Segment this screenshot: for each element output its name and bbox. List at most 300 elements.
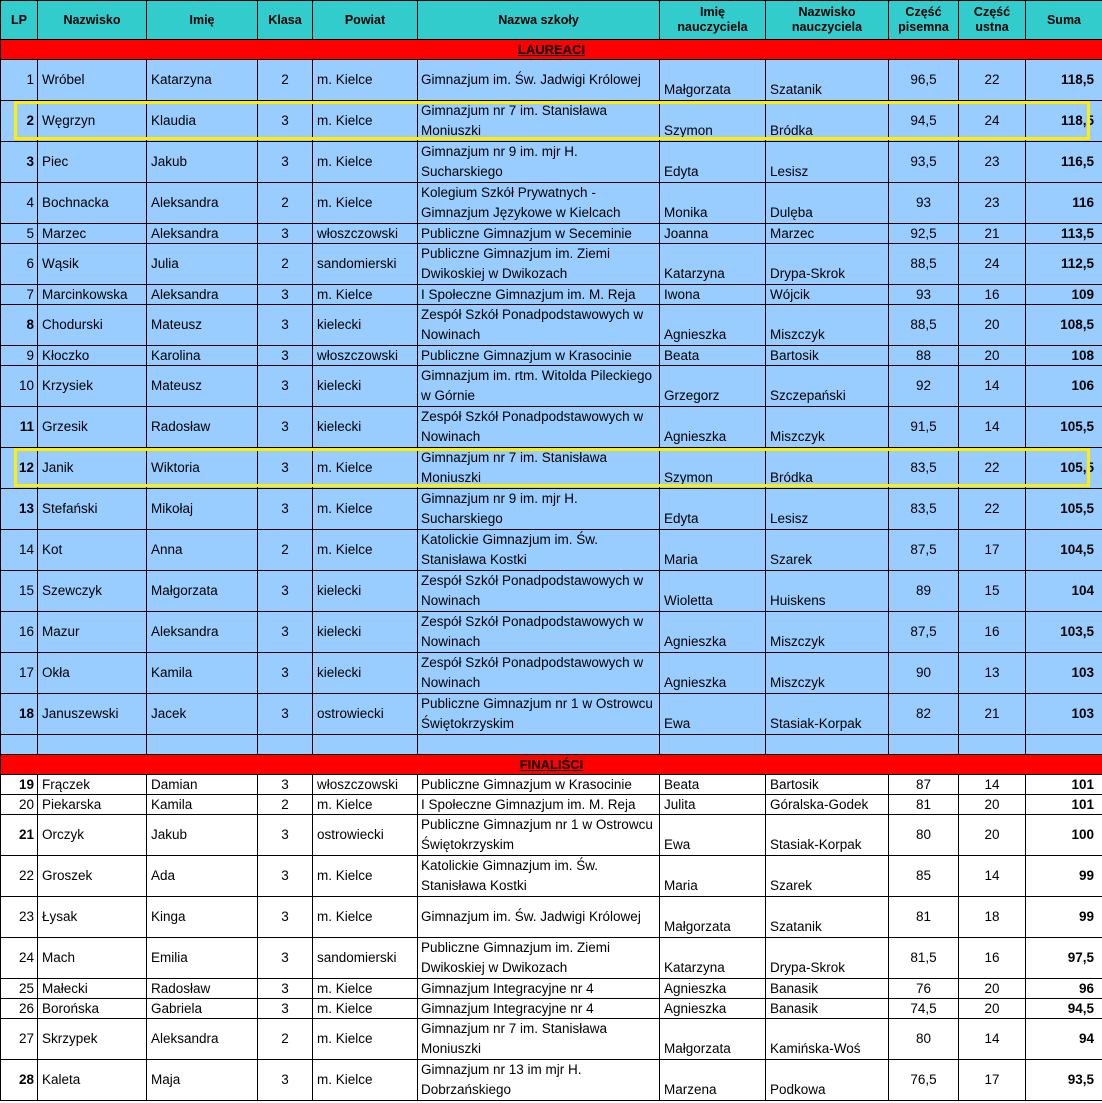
cell-imie-nauczyciela[interactable]: Szymon	[660, 448, 766, 489]
cell-czesc-pisemna[interactable]: 92,5	[889, 224, 959, 244]
cell-imie-nauczyciela[interactable]: Katarzyna	[660, 244, 766, 285]
cell-imie-nauczyciela[interactable]: Katarzyna	[660, 938, 766, 979]
table-row[interactable]	[1, 183, 1102, 224]
cell-szkola[interactable]: Gimnazjum im. Św. Jadwigi Królowej	[418, 897, 660, 938]
cell-czesc-pisemna[interactable]: 74,5	[889, 999, 959, 1019]
cell-czesc-ustna[interactable]: 14	[959, 1019, 1026, 1060]
cell-powiat[interactable]: m. Kielce	[313, 897, 418, 938]
cell-czesc-ustna[interactable]: 22	[959, 448, 1026, 489]
table-row[interactable]	[1, 224, 1102, 244]
cell-klasa[interactable]: 3	[258, 694, 313, 735]
cell-powiat[interactable]: m. Kielce	[313, 999, 418, 1019]
table-row[interactable]	[1, 530, 1102, 571]
cell-czesc-ustna[interactable]: 14	[959, 775, 1026, 795]
cell-imie-nauczyciela[interactable]: Marzena	[660, 1060, 766, 1101]
cell-powiat[interactable]: m. Kielce	[313, 60, 418, 101]
cell-suma[interactable]: 99	[1026, 897, 1102, 938]
cell-imie[interactable]: Anna	[147, 530, 258, 571]
cell-szkola[interactable]: Katolickie Gimnazjum im. Św. Stanisława Kostki	[418, 856, 660, 897]
cell-czesc-pisemna[interactable]: 83,5	[889, 489, 959, 530]
cell-nazwisko[interactable]: Kłoczko	[38, 346, 147, 366]
cell-nazwisko[interactable]: Szewczyk	[38, 571, 147, 612]
cell-nazwisko[interactable]: Krzysiek	[38, 366, 147, 407]
cell-imie-nauczyciela[interactable]: Edyta	[660, 489, 766, 530]
cell-szkola[interactable]: Gimnazjum nr 9 im. mjr H. Sucharskiego	[418, 489, 660, 530]
cell-powiat[interactable]: włoszczowski	[313, 346, 418, 366]
cell-imie[interactable]: Jakub	[147, 815, 258, 856]
cell-imie[interactable]: Mikołaj	[147, 489, 258, 530]
cell-klasa[interactable]: 3	[258, 489, 313, 530]
cell-nazwisko-nauczyciela[interactable]: Dulęba	[766, 183, 889, 224]
cell-czesc-pisemna[interactable]: 87	[889, 775, 959, 795]
cell-szkola[interactable]: Gimnazjum Integracyjne nr 4	[418, 999, 660, 1019]
cell-nazwisko[interactable]: Stefański	[38, 489, 147, 530]
cell-czesc-pisemna[interactable]: 76,5	[889, 1060, 959, 1101]
table-row[interactable]	[1, 897, 1102, 938]
cell-suma[interactable]: 109	[1026, 285, 1102, 305]
table-row[interactable]	[1, 653, 1102, 694]
cell-imie[interactable]: Aleksandra	[147, 183, 258, 224]
cell-nazwisko[interactable]: Piec	[38, 142, 147, 183]
cell-suma[interactable]: 116	[1026, 183, 1102, 224]
table-row[interactable]	[1, 999, 1102, 1019]
cell-klasa[interactable]: 3	[258, 653, 313, 694]
cell-suma[interactable]: 97,5	[1026, 938, 1102, 979]
cell-suma[interactable]: 103,5	[1026, 612, 1102, 653]
cell-powiat[interactable]: m. Kielce	[313, 142, 418, 183]
cell-czesc-pisemna[interactable]: 93	[889, 183, 959, 224]
cell-lp[interactable]: 8	[1, 305, 38, 346]
cell-klasa[interactable]: 3	[258, 856, 313, 897]
cell-nazwisko-nauczyciela[interactable]: Miszczyk	[766, 612, 889, 653]
cell-czesc-pisemna[interactable]: 96,5	[889, 60, 959, 101]
cell-suma[interactable]: 106	[1026, 366, 1102, 407]
cell-imie-nauczyciela[interactable]: Beata	[660, 775, 766, 795]
cell-klasa[interactable]: 3	[258, 407, 313, 448]
cell-nazwisko[interactable]: Frączek	[38, 775, 147, 795]
cell-czesc-pisemna[interactable]: 80	[889, 1019, 959, 1060]
table-row[interactable]	[1, 775, 1102, 795]
cell-suma[interactable]: 103	[1026, 694, 1102, 735]
cell-czesc-ustna[interactable]: 24	[959, 101, 1026, 142]
cell-klasa[interactable]: 3	[258, 775, 313, 795]
cell-lp[interactable]: 7	[1, 285, 38, 305]
cell-nazwisko[interactable]: Małecki	[38, 979, 147, 999]
cell-czesc-pisemna[interactable]: 87,5	[889, 530, 959, 571]
cell-nazwisko-nauczyciela[interactable]: Drypa-Skrok	[766, 244, 889, 285]
cell-czesc-ustna[interactable]: 16	[959, 612, 1026, 653]
cell-suma[interactable]: 94	[1026, 1019, 1102, 1060]
cell-suma[interactable]: 103	[1026, 653, 1102, 694]
cell-klasa[interactable]: 2	[258, 1019, 313, 1060]
cell-nazwisko[interactable]: Wąsik	[38, 244, 147, 285]
cell-nazwisko-nauczyciela[interactable]: Stasiak-Korpak	[766, 815, 889, 856]
cell-powiat[interactable]: kielecki	[313, 366, 418, 407]
table-row[interactable]	[1, 795, 1102, 815]
cell-powiat[interactable]: włoszczowski	[313, 775, 418, 795]
cell-czesc-pisemna[interactable]: 82	[889, 694, 959, 735]
table-row[interactable]	[1, 815, 1102, 856]
cell-szkola[interactable]: Zespół Szkół Ponadpodstawowych w Nowinach	[418, 612, 660, 653]
cell-imie-nauczyciela[interactable]: Agnieszka	[660, 979, 766, 999]
cell-szkola[interactable]: Gimnazjum nr 13 im mjr H. Dobrzańskiego	[418, 1060, 660, 1101]
cell-imie[interactable]: Klaudia	[147, 101, 258, 142]
cell-powiat[interactable]: m. Kielce	[313, 448, 418, 489]
cell-klasa[interactable]: 3	[258, 938, 313, 979]
cell-szkola[interactable]: Publiczne Gimnazjum im. Ziemi Dwikoskiej w Dwikozach	[418, 938, 660, 979]
cell-czesc-pisemna[interactable]: 94,5	[889, 101, 959, 142]
cell-nazwisko[interactable]: Mazur	[38, 612, 147, 653]
col-header-czesc-pisemna[interactable]: Część pisemna	[889, 1, 959, 40]
cell-nazwisko[interactable]: Janik	[38, 448, 147, 489]
cell-klasa[interactable]: 3	[258, 612, 313, 653]
cell-powiat[interactable]: sandomierski	[313, 938, 418, 979]
table-row[interactable]	[1, 142, 1102, 183]
cell-imie[interactable]: Maja	[147, 1060, 258, 1101]
cell-nazwisko-nauczyciela[interactable]: Bródka	[766, 448, 889, 489]
cell-nazwisko-nauczyciela[interactable]: Bartosik	[766, 775, 889, 795]
cell-lp[interactable]: 5	[1, 224, 38, 244]
col-header-klasa[interactable]: Klasa	[258, 1, 313, 40]
col-header-nazwisko[interactable]: Nazwisko	[38, 1, 147, 40]
cell-lp[interactable]: 1	[1, 60, 38, 101]
cell-czesc-ustna[interactable]: 15	[959, 571, 1026, 612]
cell-nazwisko[interactable]: Orczyk	[38, 815, 147, 856]
table-row[interactable]	[1, 346, 1102, 366]
cell-szkola[interactable]: Publiczne Gimnazjum w Seceminie	[418, 224, 660, 244]
cell-czesc-ustna[interactable]: 16	[959, 938, 1026, 979]
cell-imie-nauczyciela[interactable]: Beata	[660, 346, 766, 366]
col-header-czesc-ustna[interactable]: Część ustna	[959, 1, 1026, 40]
cell-lp[interactable]: 18	[1, 694, 38, 735]
cell-lp[interactable]: 22	[1, 856, 38, 897]
cell-szkola[interactable]: Publiczne Gimnazjum im. Ziemi Dwikoskiej w Dwikozach	[418, 244, 660, 285]
cell-nazwisko[interactable]: Wróbel	[38, 60, 147, 101]
cell-czesc-pisemna[interactable]: 85	[889, 856, 959, 897]
col-header-imie[interactable]: Imię	[147, 1, 258, 40]
cell-nazwisko-nauczyciela[interactable]: Szatanik	[766, 897, 889, 938]
cell-czesc-ustna[interactable]: 17	[959, 530, 1026, 571]
cell-nazwisko-nauczyciela[interactable]: Szczepański	[766, 366, 889, 407]
cell-szkola[interactable]: Kolegium Szkół Prywatnych - Gimnazjum Językowe w Kielcach	[418, 183, 660, 224]
cell-czesc-ustna[interactable]: 22	[959, 60, 1026, 101]
cell-nazwisko[interactable]: Marzec	[38, 224, 147, 244]
table-row[interactable]	[1, 612, 1102, 653]
cell-lp[interactable]: 9	[1, 346, 38, 366]
cell-czesc-ustna[interactable]: 16	[959, 285, 1026, 305]
cell-klasa[interactable]: 3	[258, 897, 313, 938]
cell-imie-nauczyciela[interactable]: Agnieszka	[660, 305, 766, 346]
cell-czesc-pisemna[interactable]: 92	[889, 366, 959, 407]
cell-czesc-pisemna[interactable]: 87,5	[889, 612, 959, 653]
cell-nazwisko-nauczyciela[interactable]: Szatanik	[766, 60, 889, 101]
cell-klasa[interactable]: 3	[258, 285, 313, 305]
cell-imie[interactable]: Gabriela	[147, 999, 258, 1019]
cell-nazwisko[interactable]: Okła	[38, 653, 147, 694]
cell-lp[interactable]: 11	[1, 407, 38, 448]
cell-imie-nauczyciela[interactable]: Małgorzata	[660, 897, 766, 938]
cell-powiat[interactable]: kielecki	[313, 571, 418, 612]
cell-szkola[interactable]: Katolickie Gimnazjum im. Św. Stanisława Kostki	[418, 530, 660, 571]
cell-imie-nauczyciela[interactable]: Ewa	[660, 694, 766, 735]
cell-nazwisko[interactable]: Januszewski	[38, 694, 147, 735]
table-row[interactable]	[1, 101, 1102, 142]
cell-czesc-pisemna[interactable]: 90	[889, 653, 959, 694]
cell-lp[interactable]: 20	[1, 795, 38, 815]
cell-imie[interactable]: Aleksandra	[147, 612, 258, 653]
cell-szkola[interactable]: I Społeczne Gimnazjum im. M. Reja	[418, 795, 660, 815]
cell-szkola[interactable]: Gimnazjum im. Św. Jadwigi Królowej	[418, 60, 660, 101]
cell-szkola[interactable]: Gimnazjum nr 7 im. Stanisława Moniuszki	[418, 1019, 660, 1060]
cell-nazwisko[interactable]: Kaleta	[38, 1060, 147, 1101]
cell-klasa[interactable]: 3	[258, 999, 313, 1019]
cell-powiat[interactable]: m. Kielce	[313, 795, 418, 815]
cell-nazwisko-nauczyciela[interactable]: Lesisz	[766, 489, 889, 530]
table-row[interactable]	[1, 407, 1102, 448]
cell-imie[interactable]: Damian	[147, 775, 258, 795]
cell-imie[interactable]: Karolina	[147, 346, 258, 366]
cell-czesc-pisemna[interactable]: 91,5	[889, 407, 959, 448]
cell-czesc-pisemna[interactable]: 89	[889, 571, 959, 612]
cell-nazwisko-nauczyciela[interactable]: Lesisz	[766, 142, 889, 183]
cell-suma[interactable]: 105,5	[1026, 489, 1102, 530]
cell-czesc-ustna[interactable]: 23	[959, 142, 1026, 183]
table-row[interactable]	[1, 285, 1102, 305]
table-row[interactable]	[1, 1060, 1102, 1101]
cell-imie[interactable]: Jacek	[147, 694, 258, 735]
cell-suma[interactable]: 118,5	[1026, 101, 1102, 142]
cell-klasa[interactable]: 3	[258, 224, 313, 244]
cell-nazwisko-nauczyciela[interactable]: Banasik	[766, 979, 889, 999]
cell-czesc-ustna[interactable]: 13	[959, 653, 1026, 694]
cell-powiat[interactable]: włoszczowski	[313, 224, 418, 244]
cell-klasa[interactable]: 3	[258, 346, 313, 366]
cell-szkola[interactable]: I Społeczne Gimnazjum im. M. Reja	[418, 285, 660, 305]
cell-suma[interactable]: 116,5	[1026, 142, 1102, 183]
cell-suma[interactable]: 94,5	[1026, 999, 1102, 1019]
cell-klasa[interactable]: 2	[258, 183, 313, 224]
cell-powiat[interactable]: kielecki	[313, 612, 418, 653]
cell-lp[interactable]: 28	[1, 1060, 38, 1101]
cell-czesc-ustna[interactable]: 21	[959, 694, 1026, 735]
table-row[interactable]	[1, 60, 1102, 101]
cell-nazwisko-nauczyciela[interactable]: Bartosik	[766, 346, 889, 366]
cell-nazwisko[interactable]: Grzesik	[38, 407, 147, 448]
cell-lp[interactable]: 21	[1, 815, 38, 856]
cell-lp[interactable]: 13	[1, 489, 38, 530]
cell-imie[interactable]: Kinga	[147, 897, 258, 938]
cell-imie-nauczyciela[interactable]: Grzegorz	[660, 366, 766, 407]
cell-imie[interactable]: Kamila	[147, 653, 258, 694]
cell-lp[interactable]: 23	[1, 897, 38, 938]
cell-imie[interactable]: Radosław	[147, 407, 258, 448]
table-row[interactable]	[1, 489, 1102, 530]
cell-czesc-ustna[interactable]: 20	[959, 979, 1026, 999]
cell-powiat[interactable]: m. Kielce	[313, 101, 418, 142]
cell-suma[interactable]: 96	[1026, 979, 1102, 999]
cell-suma[interactable]: 104	[1026, 571, 1102, 612]
cell-imie-nauczyciela[interactable]: Maria	[660, 530, 766, 571]
cell-imie-nauczyciela[interactable]: Ewa	[660, 815, 766, 856]
cell-imie-nauczyciela[interactable]: Monika	[660, 183, 766, 224]
cell-czesc-pisemna[interactable]: 76	[889, 979, 959, 999]
table-row[interactable]	[1, 571, 1102, 612]
cell-czesc-ustna[interactable]: 20	[959, 795, 1026, 815]
cell-lp[interactable]: 27	[1, 1019, 38, 1060]
cell-suma[interactable]: 108,5	[1026, 305, 1102, 346]
cell-imie-nauczyciela[interactable]: Agnieszka	[660, 999, 766, 1019]
cell-klasa[interactable]: 2	[258, 60, 313, 101]
cell-nazwisko[interactable]: Chodurski	[38, 305, 147, 346]
table-row[interactable]	[1, 856, 1102, 897]
cell-imie-nauczyciela[interactable]: Joanna	[660, 224, 766, 244]
cell-imie-nauczyciela[interactable]: Wioletta	[660, 571, 766, 612]
cell-imie-nauczyciela[interactable]: Agnieszka	[660, 407, 766, 448]
cell-powiat[interactable]: ostrowiecki	[313, 815, 418, 856]
cell-powiat[interactable]: m. Kielce	[313, 285, 418, 305]
cell-szkola[interactable]: Gimnazjum im. rtm. Witolda Pileckiego w Górnie	[418, 366, 660, 407]
cell-nazwisko[interactable]: Groszek	[38, 856, 147, 897]
cell-suma[interactable]: 101	[1026, 775, 1102, 795]
cell-imie[interactable]: Radosław	[147, 979, 258, 999]
cell-imie-nauczyciela[interactable]: Małgorzata	[660, 1019, 766, 1060]
cell-suma[interactable]: 105,5	[1026, 448, 1102, 489]
cell-czesc-pisemna[interactable]: 88	[889, 346, 959, 366]
cell-czesc-pisemna[interactable]: 83,5	[889, 448, 959, 489]
cell-nazwisko-nauczyciela[interactable]: Góralska-Godek	[766, 795, 889, 815]
cell-nazwisko[interactable]: Węgrzyn	[38, 101, 147, 142]
cell-nazwisko-nauczyciela[interactable]: Szarek	[766, 856, 889, 897]
cell-suma[interactable]: 101	[1026, 795, 1102, 815]
cell-suma[interactable]: 100	[1026, 815, 1102, 856]
cell-imie[interactable]: Kamila	[147, 795, 258, 815]
cell-szkola[interactable]: Zespół Szkół Ponadpodstawowych w Nowinach	[418, 407, 660, 448]
cell-suma[interactable]: 113,5	[1026, 224, 1102, 244]
cell-klasa[interactable]: 3	[258, 448, 313, 489]
cell-imie[interactable]: Mateusz	[147, 366, 258, 407]
cell-imie-nauczyciela[interactable]: Agnieszka	[660, 653, 766, 694]
cell-imie[interactable]: Aleksandra	[147, 1019, 258, 1060]
cell-czesc-ustna[interactable]: 20	[959, 346, 1026, 366]
cell-czesc-ustna[interactable]: 14	[959, 856, 1026, 897]
table-row[interactable]	[1, 694, 1102, 735]
table-row[interactable]	[1, 366, 1102, 407]
cell-nazwisko-nauczyciela[interactable]: Podkowa	[766, 1060, 889, 1101]
cell-imie-nauczyciela[interactable]: Iwona	[660, 285, 766, 305]
cell-klasa[interactable]: 3	[258, 101, 313, 142]
cell-suma[interactable]: 112,5	[1026, 244, 1102, 285]
cell-suma[interactable]: 118,5	[1026, 60, 1102, 101]
cell-imie[interactable]: Julia	[147, 244, 258, 285]
cell-szkola[interactable]: Publiczne Gimnazjum nr 1 w Ostrowcu Świętokrzyskim	[418, 694, 660, 735]
cell-klasa[interactable]: 3	[258, 1060, 313, 1101]
cell-czesc-ustna[interactable]: 22	[959, 489, 1026, 530]
cell-lp[interactable]: 4	[1, 183, 38, 224]
cell-klasa[interactable]: 3	[258, 305, 313, 346]
cell-nazwisko-nauczyciela[interactable]: Szarek	[766, 530, 889, 571]
cell-imie[interactable]: Aleksandra	[147, 285, 258, 305]
cell-powiat[interactable]: kielecki	[313, 305, 418, 346]
cell-suma[interactable]: 104,5	[1026, 530, 1102, 571]
cell-szkola[interactable]: Zespół Szkół Ponadpodstawowych w Nowinach	[418, 653, 660, 694]
cell-lp[interactable]: 25	[1, 979, 38, 999]
cell-nazwisko[interactable]: Borońska	[38, 999, 147, 1019]
cell-czesc-ustna[interactable]: 23	[959, 183, 1026, 224]
cell-nazwisko[interactable]: Marcinkowska	[38, 285, 147, 305]
col-header-suma[interactable]: Suma	[1026, 1, 1102, 40]
cell-czesc-pisemna[interactable]: 88,5	[889, 244, 959, 285]
cell-klasa[interactable]: 3	[258, 815, 313, 856]
cell-imie[interactable]: Wiktoria	[147, 448, 258, 489]
cell-klasa[interactable]: 2	[258, 530, 313, 571]
cell-imie[interactable]: Aleksandra	[147, 224, 258, 244]
cell-suma[interactable]: 108	[1026, 346, 1102, 366]
cell-klasa[interactable]: 3	[258, 366, 313, 407]
cell-imie[interactable]: Emilia	[147, 938, 258, 979]
cell-czesc-ustna[interactable]: 24	[959, 244, 1026, 285]
col-header-powiat[interactable]: Powiat	[313, 1, 418, 40]
cell-lp[interactable]: 6	[1, 244, 38, 285]
cell-powiat[interactable]: sandomierski	[313, 244, 418, 285]
cell-suma[interactable]: 93,5	[1026, 1060, 1102, 1101]
cell-czesc-pisemna[interactable]: 80	[889, 815, 959, 856]
cell-szkola[interactable]: Publiczne Gimnazjum w Krasocinie	[418, 775, 660, 795]
table-row[interactable]	[1, 305, 1102, 346]
cell-nazwisko-nauczyciela[interactable]: Huiskens	[766, 571, 889, 612]
cell-lp[interactable]: 15	[1, 571, 38, 612]
cell-imie-nauczyciela[interactable]: Edyta	[660, 142, 766, 183]
cell-nazwisko[interactable]: Mach	[38, 938, 147, 979]
cell-lp[interactable]: 2	[1, 101, 38, 142]
cell-czesc-ustna[interactable]: 14	[959, 407, 1026, 448]
cell-powiat[interactable]: m. Kielce	[313, 183, 418, 224]
cell-nazwisko[interactable]: Bochnacka	[38, 183, 147, 224]
cell-imie[interactable]: Ada	[147, 856, 258, 897]
cell-nazwisko[interactable]: Piekarska	[38, 795, 147, 815]
cell-szkola[interactable]: Gimnazjum Integracyjne nr 4	[418, 979, 660, 999]
cell-powiat[interactable]: m. Kielce	[313, 1019, 418, 1060]
cell-lp[interactable]: 26	[1, 999, 38, 1019]
cell-szkola[interactable]: Zespół Szkół Ponadpodstawowych w Nowinach	[418, 571, 660, 612]
cell-czesc-ustna[interactable]: 14	[959, 366, 1026, 407]
cell-czesc-ustna[interactable]: 18	[959, 897, 1026, 938]
table-row[interactable]	[1, 979, 1102, 999]
cell-nazwisko-nauczyciela[interactable]: Kamińska-Woś	[766, 1019, 889, 1060]
cell-imie-nauczyciela[interactable]: Małgorzata	[660, 60, 766, 101]
cell-nazwisko-nauczyciela[interactable]: Banasik	[766, 999, 889, 1019]
cell-czesc-ustna[interactable]: 20	[959, 999, 1026, 1019]
col-header-lp[interactable]: LP	[1, 1, 38, 40]
cell-lp[interactable]: 3	[1, 142, 38, 183]
cell-szkola[interactable]: Gimnazjum nr 7 im. Stanisława Moniuszki	[418, 448, 660, 489]
cell-lp[interactable]: 16	[1, 612, 38, 653]
cell-czesc-pisemna[interactable]: 81	[889, 795, 959, 815]
cell-czesc-ustna[interactable]: 17	[959, 1060, 1026, 1101]
table-row[interactable]	[1, 244, 1102, 285]
cell-czesc-ustna[interactable]: 20	[959, 815, 1026, 856]
cell-suma[interactable]: 105,5	[1026, 407, 1102, 448]
cell-imie-nauczyciela[interactable]: Maria	[660, 856, 766, 897]
cell-suma[interactable]: 99	[1026, 856, 1102, 897]
cell-nazwisko[interactable]: Łysak	[38, 897, 147, 938]
cell-czesc-ustna[interactable]: 21	[959, 224, 1026, 244]
cell-szkola[interactable]: Gimnazjum nr 9 im. mjr H. Sucharskiego	[418, 142, 660, 183]
cell-powiat[interactable]: ostrowiecki	[313, 694, 418, 735]
cell-powiat[interactable]: kielecki	[313, 407, 418, 448]
cell-powiat[interactable]: m. Kielce	[313, 979, 418, 999]
cell-klasa[interactable]: 3	[258, 571, 313, 612]
cell-imie-nauczyciela[interactable]: Agnieszka	[660, 612, 766, 653]
